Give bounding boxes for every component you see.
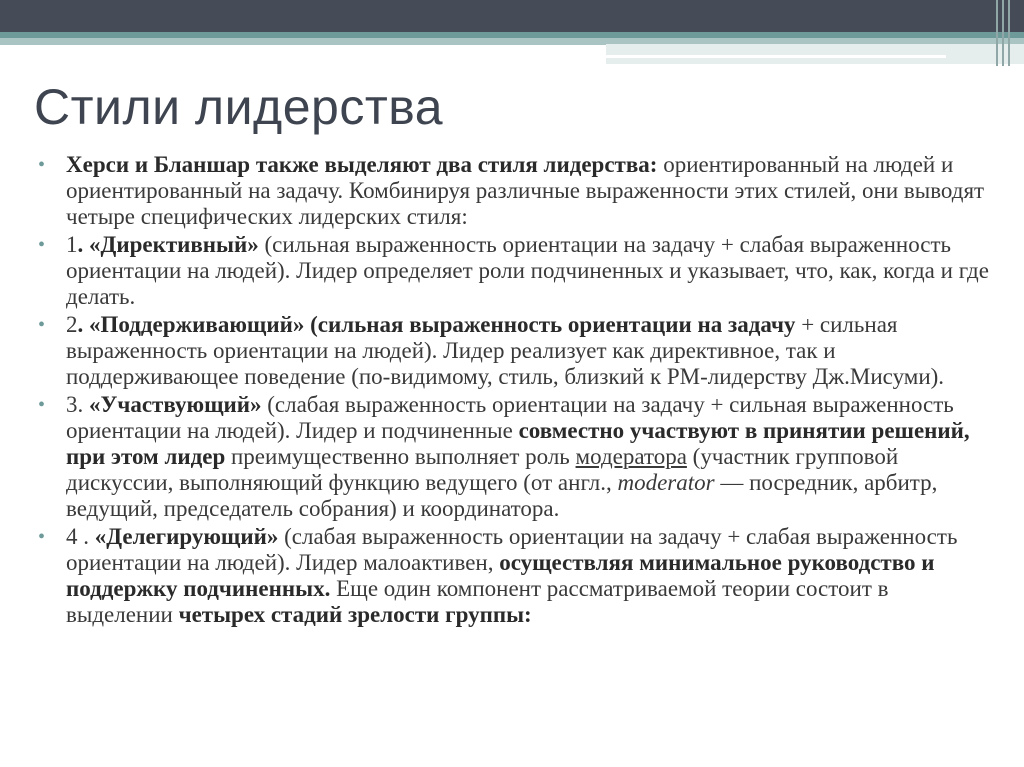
moderator-link[interactable]: модератора	[575, 444, 687, 469]
item-style-name: . «Директивный»	[77, 232, 259, 257]
item-text: (слабая выраженность ориентации на задачу + слабая выраженность ориентации на людей). Лидер малоактивен,	[66, 524, 958, 575]
bullet-icon: •	[38, 154, 46, 176]
bullet-list	[36, 152, 996, 630]
list-item	[36, 524, 996, 628]
slide-title: Стили лидерства	[34, 79, 444, 135]
item-text: преимущественно выполняет роль	[225, 444, 576, 469]
item-lead: Херси и Бланшар также выделяют два стиля лидерства:	[66, 152, 658, 177]
bullet-icon: •	[38, 314, 46, 336]
item-text-bold: четырех стадий зрелости группы:	[178, 602, 532, 627]
item-text-bold: осуществляя минимальное руководство и поддержку подчиненных.	[66, 550, 935, 601]
header-band-right	[606, 44, 1024, 64]
item-text: — посредник, арбитр, ведущий, председатель собрания) и координатора.	[66, 470, 938, 521]
header-vertical-line	[1008, 0, 1010, 66]
item-number: 3.	[66, 392, 89, 417]
item-text: + сильная выраженность ориентации на людей). Лидер реализует как директивное, так и поддерживающее поведение (по-видимому, стиль, близкий к РМ-лидерству Дж.Мисуми).	[66, 312, 945, 389]
item-number: 2	[66, 312, 78, 337]
item-text: ориентированный на людей и ориентированный на задачу. Комбинируя различные выраженности этих стилей, они выводят четыре специфических лидерских стиля:	[66, 152, 985, 229]
item-number: 4 .	[66, 524, 95, 549]
list-item	[36, 312, 996, 390]
list-item	[36, 152, 996, 230]
item-text: (участник групповой дискуссии, выполняющий функцию ведущего (от англ.,	[66, 444, 899, 495]
bullet-icon: •	[38, 234, 46, 256]
list-item	[36, 232, 996, 310]
item-text-bold: совместно участвуют в принятии решений, при этом лидер	[66, 418, 970, 469]
bullet-icon: •	[38, 526, 46, 548]
item-style-name: «Делегирующий»	[94, 524, 279, 549]
header-vertical-line	[1002, 0, 1004, 66]
header-band-dark	[0, 0, 1024, 32]
item-style-name: . «Поддерживающий»	[77, 312, 305, 337]
header-vertical-line	[996, 0, 998, 66]
item-style-name: «Участвующий»	[89, 392, 262, 417]
list-item	[36, 392, 996, 522]
item-text: (слабая выраженность ориентации на задачу + сильная выраженность ориентации на людей). Лидер и подчиненные	[66, 392, 954, 443]
item-text: (сильная выраженность ориентации на задачу + слабая выраженность ориентации на людей). Лидер определяет роли подчиненных и указывает, что, как, когда и где делать.	[66, 232, 989, 309]
item-number: 1	[66, 232, 78, 257]
item-italic: moderator	[617, 470, 715, 495]
item-text-bold: (сильная выраженность ориентации на задачу	[304, 312, 796, 337]
header-band-right-stripe	[606, 55, 946, 58]
bullet-icon: •	[38, 394, 46, 416]
item-text: Еще один компонент рассматриваемой теории состоит в выделении	[66, 576, 889, 627]
